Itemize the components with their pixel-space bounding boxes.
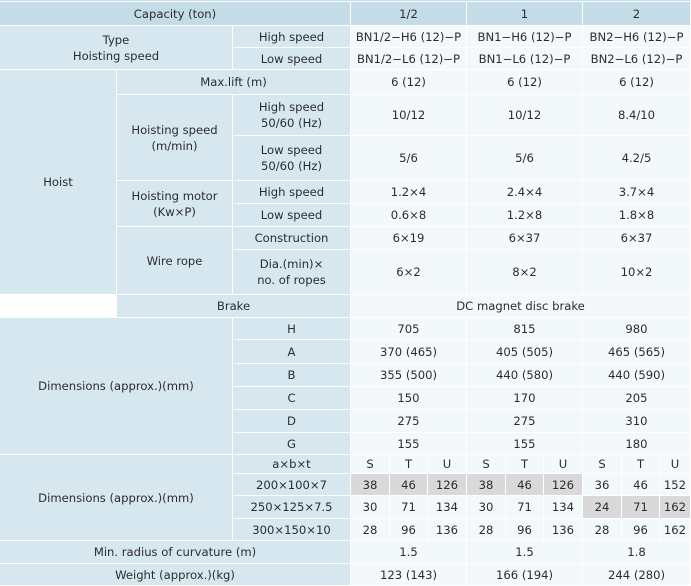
dimension-value: 980 [583, 318, 691, 340]
rail-value: 71 [622, 496, 660, 519]
dimension-key: G [233, 433, 351, 455]
dimension-key: B [233, 364, 351, 387]
rail-value: 30 [351, 496, 390, 519]
rail-value: 71 [390, 496, 428, 519]
dia-ropes-value: 6×2 [351, 250, 467, 295]
dimension-value: 155 [351, 433, 467, 455]
type-label-line: Type [102, 32, 130, 47]
rail-value: 38 [351, 474, 390, 496]
capacity-label: Capacity (ton) [0, 2, 351, 26]
hoisting-speed-low-value: 5/6 [351, 136, 467, 181]
min-radius-value: 1.8 [583, 541, 691, 564]
rail-value: 136 [428, 519, 467, 541]
rail-value: 46 [506, 474, 544, 496]
hoisting-motor-low-value: 1.2×8 [467, 204, 583, 227]
dimensions-label: Dimensions (approx.)(mm) [0, 318, 233, 455]
hoisting-speed-label-line: (m/min) [151, 138, 198, 153]
hoisting-speed-high-value: 10/12 [467, 95, 583, 136]
capacity-value: 1/2 [351, 2, 467, 26]
wire-rope-label: Wire rope [117, 227, 233, 295]
hoisting-motor-low-value: 0.6×8 [351, 204, 467, 227]
dimension-value: 310 [583, 410, 691, 433]
min-radius-label: Min. radius of curvature (m) [0, 541, 351, 564]
stu-header: S [351, 455, 390, 474]
hoisting-speed-low-value: 5/6 [467, 136, 583, 181]
dia-ropes-value: 10×2 [583, 250, 691, 295]
dimension-value: 370 (465) [351, 340, 467, 364]
hoist-label: Hoist [0, 70, 117, 295]
hoisting-speed-high-label-line: High speed [258, 100, 325, 114]
capacity-value: 2 [583, 2, 691, 26]
hoisting-motor-label [117, 181, 233, 227]
rail-value: 24 [583, 496, 622, 519]
dimension-value: 465 (565) [583, 340, 691, 364]
hoisting-speed-high-value: 8.4/10 [583, 95, 691, 136]
hoisting-speed-high-value: 10/12 [351, 95, 467, 136]
min-radius-value: 1.5 [467, 541, 583, 564]
rail-value: 152 [660, 474, 691, 496]
stu-header: S [583, 455, 622, 474]
rail-value: 96 [390, 519, 428, 541]
rail-value: 36 [583, 474, 622, 496]
hoisting-speed-low-label [233, 136, 351, 181]
brake-label: Brake [117, 295, 351, 318]
rail-size-key: 300×150×10 [233, 519, 351, 541]
rail-value: 162 [660, 496, 691, 519]
dia-ropes-label [233, 250, 351, 295]
dimension-value: 150 [351, 387, 467, 410]
rail-value: 134 [544, 496, 583, 519]
hoisting-speed-low-label-line: Low speed [260, 143, 323, 157]
construction-label: Construction [233, 227, 351, 250]
dimension-value: 440 (590) [583, 364, 691, 387]
rail-value: 38 [467, 474, 506, 496]
weight-value: 166 (194) [467, 564, 583, 586]
rail-value: 96 [622, 519, 660, 541]
dimension-key: A [233, 340, 351, 364]
hoisting-motor-high-value: 2.4×4 [467, 181, 583, 204]
dimension-value: 705 [351, 318, 467, 340]
dia-ropes-label-line: no. of ropes [257, 273, 326, 287]
dia-ropes-label-line: Dia.(min)× [259, 257, 324, 271]
hoisting-motor-label-line: (Kw×P) [153, 204, 196, 219]
type-low-label: Low speed [233, 48, 351, 70]
hoisting-speed-label-line: Hoisting speed [131, 122, 218, 137]
type-high-label: High speed [233, 26, 351, 48]
rail-value: 126 [544, 474, 583, 496]
max-lift-value: 6 (12) [583, 70, 691, 95]
min-radius-value: 1.5 [351, 541, 467, 564]
hoisting-speed-high-label-line: 50/60 (Hz) [261, 116, 322, 130]
hoisting-speed-low-label-line: 50/60 (Hz) [261, 159, 322, 173]
hoisting-motor-high-value: 3.7×4 [583, 181, 691, 204]
dimension-key: D [233, 410, 351, 433]
hoisting-speed-low-value: 4.2/5 [583, 136, 691, 181]
dimension-value: 815 [467, 318, 583, 340]
type-label-line: Hoisting speed [72, 48, 160, 63]
dia-ropes-value: 8×2 [467, 250, 583, 295]
hoisting-motor-label-line: Hoisting motor [131, 188, 218, 203]
dimension-value: 440 (580) [467, 364, 583, 387]
rail-size-key: 200×100×7 [233, 474, 351, 496]
rail-value: 46 [622, 474, 660, 496]
type-label [0, 26, 233, 70]
rail-value: 28 [467, 519, 506, 541]
rail-value: 28 [583, 519, 622, 541]
rail-value: 30 [467, 496, 506, 519]
hoisting-speed-high-label [233, 95, 351, 136]
model-low: BN1/2−L6 (12)−P [351, 48, 467, 70]
dimension-key: C [233, 387, 351, 410]
hoisting-motor-high-value: 1.2×4 [351, 181, 467, 204]
hoisting-motor-low-value: 1.8×8 [583, 204, 691, 227]
rail-value: 46 [390, 474, 428, 496]
hoisting-motor-low-label: Low speed [233, 204, 351, 227]
rail-value: 134 [428, 496, 467, 519]
capacity-value: 1 [467, 2, 583, 26]
stu-header: T [506, 455, 544, 474]
rail-value: 136 [544, 519, 583, 541]
weight-value: 123 (143) [351, 564, 467, 586]
weight-value: 244 (280) [583, 564, 691, 586]
stu-header: T [390, 455, 428, 474]
hoisting-speed-label [117, 95, 233, 181]
stu-header: U [544, 455, 583, 474]
construction-value: 6×37 [467, 227, 583, 250]
weight-label: Weight (approx.)(kg) [0, 564, 351, 586]
dimension-value: 155 [467, 433, 583, 455]
stu-header: U [660, 455, 691, 474]
dimension-value: 180 [583, 433, 691, 455]
model-low: BN1−L6 (12)−P [467, 48, 583, 70]
dimension-key: H [233, 318, 351, 340]
model-high: BN1−H6 (12)−P [467, 26, 583, 48]
hoisting-motor-high-label: High speed [233, 181, 351, 204]
rail-value: 126 [428, 474, 467, 496]
rail-value: 162 [660, 519, 691, 541]
dimension-value: 275 [351, 410, 467, 433]
construction-value: 6×19 [351, 227, 467, 250]
dimension-value: 405 (505) [467, 340, 583, 364]
brake-value: DC magnet disc brake [351, 295, 691, 318]
dimension-value: 355 (500) [351, 364, 467, 387]
dimension-value: 170 [467, 387, 583, 410]
model-high: BN1/2−H6 (12)−P [351, 26, 467, 48]
model-low: BN2−L6 (12)−P [583, 48, 691, 70]
construction-value: 6×37 [583, 227, 691, 250]
dimensions-rail-label: Dimensions (approx.)(mm) [0, 455, 233, 541]
stu-header: S [467, 455, 506, 474]
model-high: BN2−H6 (12)−P [583, 26, 691, 48]
axbxt-label: a×b×t [233, 455, 351, 474]
dimension-value: 275 [467, 410, 583, 433]
rail-value: 71 [506, 496, 544, 519]
stu-header: U [428, 455, 467, 474]
rail-size-key: 250×125×7.5 [233, 496, 351, 519]
rail-value: 28 [351, 519, 390, 541]
rail-value: 96 [506, 519, 544, 541]
max-lift-value: 6 (12) [467, 70, 583, 95]
stu-header: T [622, 455, 660, 474]
dimension-value: 205 [583, 387, 691, 410]
max-lift-label: Max.lift (m) [117, 70, 351, 95]
max-lift-value: 6 (12) [351, 70, 467, 95]
